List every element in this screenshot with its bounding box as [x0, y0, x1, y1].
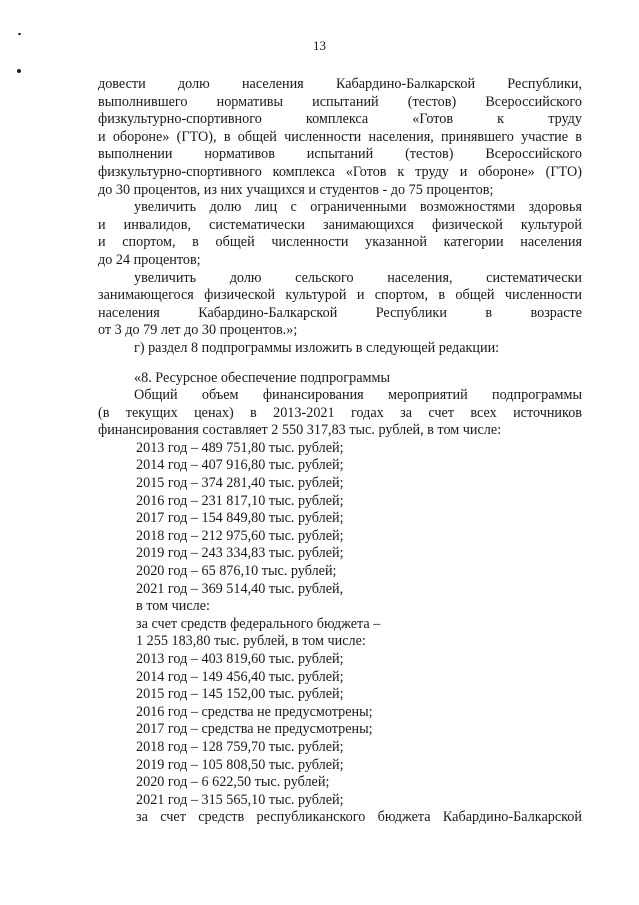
text-line: 1 255 183,80 тыс. рублей, в том числе: [136, 633, 366, 650]
text-line: выполнении нормативов испытаний (тестов) Всероссийского [98, 146, 582, 163]
text-line: 2015 год – 374 281,40 тыс. рублей; [136, 475, 344, 492]
text-line: 2017 год – 154 849,80 тыс. рублей; [136, 510, 344, 527]
section-heading: «8. Ресурсное обеспечение подпрограммы [134, 369, 390, 386]
text-line: 2013 год – 489 751,80 тыс. рублей; [136, 439, 344, 456]
text-line: физкультурно-спортивного комплекса «Готов к труду и обороне» (ГТО) [98, 163, 582, 180]
text-line: до 24 процентов; [98, 251, 201, 268]
document-body [98, 76, 582, 827]
text-line: в том числе: [136, 598, 210, 615]
text-line: 2021 год – 369 514,40 тыс. рублей, [136, 580, 344, 597]
text-line: (в текущих ценах) в 2013-2021 годах за счет всех источников [98, 404, 582, 421]
text-line: занимающегося физической культурой и спортом, в общей численности [98, 287, 582, 304]
scan-mark [18, 33, 21, 35]
scan-mark [17, 69, 21, 73]
text-line: за счет средств республиканского бюджета Кабардино-Балкарской [136, 809, 582, 826]
text-line: 2014 год – 149 456,40 тыс. рублей; [136, 668, 344, 685]
text-line: и спортом, в общей численности указанной категории населения [98, 234, 582, 251]
text-line: 2015 год – 145 152,00 тыс. рублей; [136, 686, 344, 703]
text-line: 2017 год – средства не предусмотрены; [136, 721, 373, 738]
text-line: населения Кабардино-Балкарской Республики в возрасте [98, 304, 582, 321]
text-line: 2020 год – 65 876,10 тыс. рублей; [136, 563, 337, 580]
text-line: от 3 до 79 лет до 30 процентов.»; [98, 322, 298, 339]
text-line: и инвалидов, систематически занимающихся физической культурой [98, 216, 582, 233]
text-line: довести долю населения Кабардино-Балкарской Республики, [98, 76, 582, 92]
text-line: 2019 год – 105 808,50 тыс. рублей; [136, 756, 344, 773]
text-line: за счет средств федерального бюджета – [136, 615, 381, 632]
text-line: 2020 год – 6 622,50 тыс. рублей; [136, 774, 330, 791]
text-line: 2018 год – 128 759,70 тыс. рублей; [136, 738, 344, 755]
text-line: 2016 год – средства не предусмотрены; [136, 703, 373, 720]
text-line: 2016 год – 231 817,10 тыс. рублей; [136, 492, 344, 509]
text-line: финансирования составляет 2 550 317,83 тыс. рублей, в том числе: [98, 422, 502, 439]
text-line: 2013 год – 403 819,60 тыс. рублей; [136, 651, 344, 667]
text-line: и обороне» (ГТО), в общей численности населения, принявшего участие в [98, 128, 582, 145]
text-line: 2018 год – 212 975,60 тыс. рублей; [136, 527, 344, 544]
text-line: Общий объем финансирования мероприятий подпрограммы [134, 387, 582, 404]
text-line: г) раздел 8 подпрограммы изложить в следующей редакции: [134, 339, 500, 356]
text-line: увеличить долю сельского населения, систематически [134, 269, 582, 286]
text-line: 2021 год – 315 565,10 тыс. рублей; [136, 791, 344, 808]
text-line: выполнившего нормативы испытаний (тестов) Всероссийского [98, 93, 582, 110]
text-line: физкультурно-спортивного комплекса «Готов к труду [98, 111, 582, 128]
text-line: 2019 год – 243 334,83 тыс. рублей; [136, 545, 344, 562]
page-number: 13 [313, 38, 326, 53]
text-line: до 30 процентов, из них учащихся и студентов - до 75 процентов; [98, 181, 494, 198]
text-line: 2014 год – 407 916,80 тыс. рублей; [136, 457, 344, 474]
text-line: увеличить долю лиц с ограниченными возможностями здоровья [134, 199, 582, 216]
